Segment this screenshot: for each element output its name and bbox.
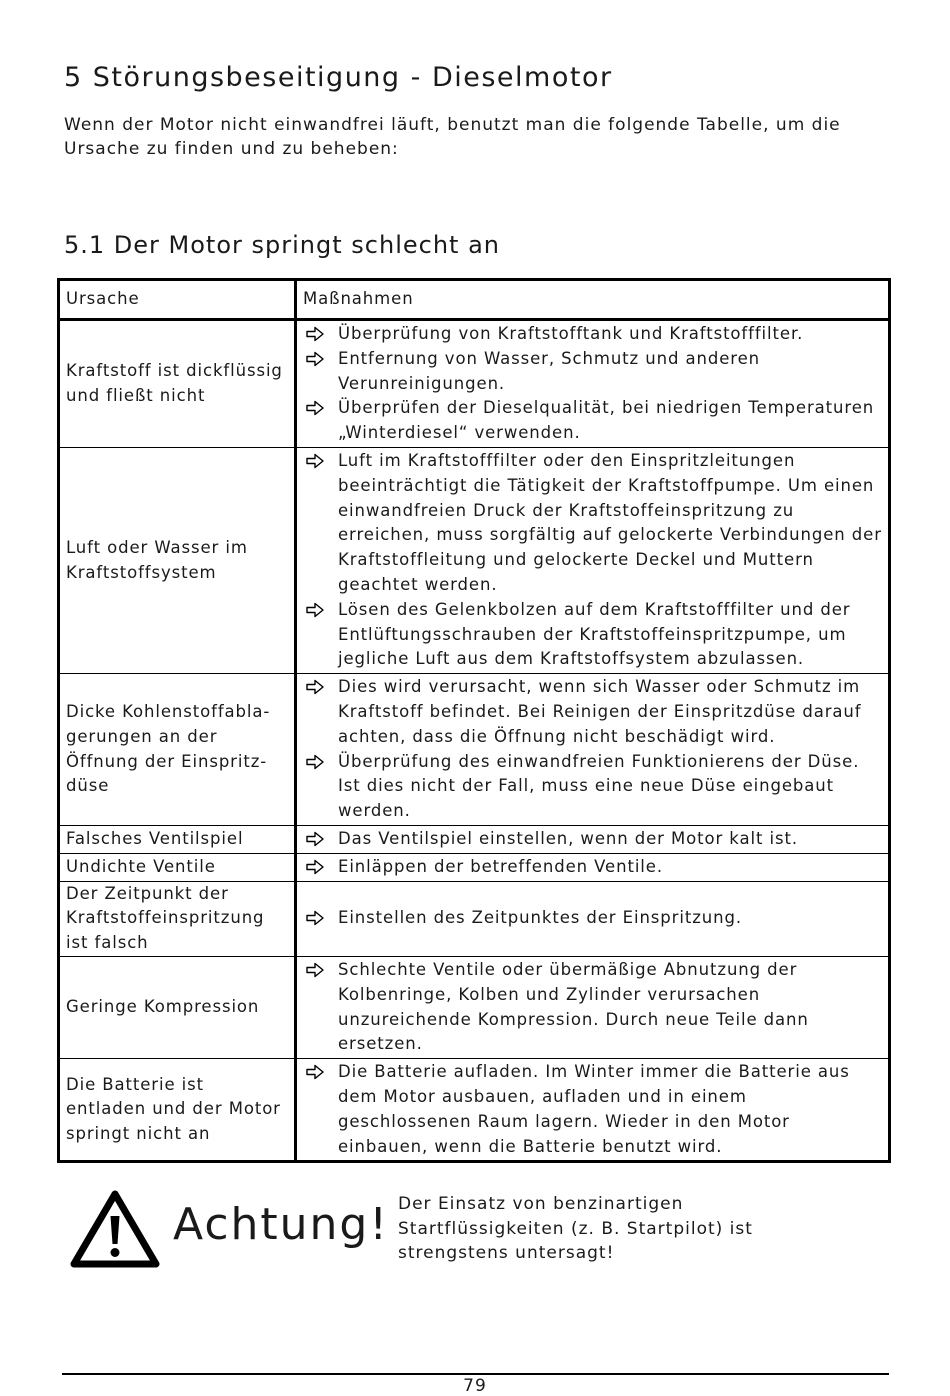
measures-list	[305, 675, 882, 824]
measures-list	[305, 322, 882, 446]
measure-text: Lösen des Gelenkbolzen auf dem Kraftstofffilter und der Entlüftungsschrauben der Kraftstoffeinspritzpumpe, um jegliche Luft aus dem Kraftstoffsystem abzulassen.	[338, 599, 851, 669]
measures-list	[305, 1060, 882, 1159]
intro-text: Wenn der Motor nicht einwandfrei läuft, benutzt man die folgende Tabelle, um die Ursache zu finden und zu beheben:	[64, 115, 841, 159]
page-heading: 5 Störungsbeseitigung - Dieselmotor	[64, 62, 613, 93]
measure-item	[305, 675, 882, 749]
measures-cell	[296, 825, 890, 853]
measures-list	[305, 906, 882, 931]
table-row	[59, 674, 890, 826]
table-body	[59, 320, 890, 1162]
arrow-right-icon	[305, 858, 325, 876]
arrow-right-icon	[305, 601, 325, 619]
measure-item	[305, 906, 882, 931]
table-header-row	[59, 280, 890, 320]
cause-cell: Undichte Ventile	[59, 853, 296, 881]
measures-list	[305, 827, 882, 852]
arrow-right-icon	[305, 909, 325, 927]
measure-text: Die Batterie aufladen. Im Winter immer die Batterie aus dem Motor ausbauen, aufladen und in einem geschlossenen Raum lagern. Wieder in den Motor einbauen, wenn die Batterie benutzt wird.	[338, 1062, 850, 1156]
measure-item	[305, 347, 882, 397]
cause-cell: Die Batterie ist entladen und der Motor springt nicht an	[59, 1059, 296, 1162]
measure-text: Entfernung von Wasser, Schmutz und anderen Verunreinigungen.	[338, 348, 761, 393]
table-row	[59, 320, 890, 448]
measures-cell	[296, 881, 890, 956]
arrow-right-icon	[305, 1063, 325, 1081]
measures-cell	[296, 447, 890, 673]
arrow-right-icon	[305, 830, 325, 848]
measure-text: Das Ventilspiel einstellen, wenn der Motor kalt ist.	[338, 828, 798, 848]
arrow-right-icon	[305, 961, 325, 979]
arrow-right-icon	[305, 325, 325, 343]
measure-text: Überprüfung von Kraftstofftank und Kraftstofffilter.	[338, 324, 804, 343]
measures-list	[305, 855, 882, 880]
measure-item	[305, 827, 882, 852]
measure-text: Einläppen der betreffenden Ventile.	[338, 856, 663, 876]
troubleshooting-table	[57, 278, 891, 1163]
measure-item	[305, 598, 882, 672]
cause-cell: Kraftstoff ist dickflüssig und fließt nicht	[59, 320, 296, 448]
arrow-right-icon	[305, 399, 325, 417]
measures-cell	[296, 320, 890, 448]
measures-list	[305, 958, 882, 1057]
measure-item	[305, 396, 882, 446]
measures-cell	[296, 853, 890, 881]
table-row	[59, 956, 890, 1058]
table-row	[59, 825, 890, 853]
measure-item	[305, 750, 882, 824]
table-row	[59, 1059, 890, 1162]
measures-cell	[296, 1059, 890, 1162]
warning-text: Der Einsatz von benzinartigen Startflüssigkeiten (z. B. Startpilot) ist strengstens untersagt!	[398, 1194, 753, 1263]
arrow-right-icon	[305, 452, 325, 470]
measure-text: Luft im Kraftstofffilter oder den Einspritzleitungen beeinträchtigt die Tätigkeit der Kraftstoffpumpe. Um einen einwandfreien Druck der Kraftstoffeinspritzung zu erreichen, muss sorgfältig auf gelockerte Verbindungen der Kraftstoffleitung und gelockerte Deckel und Muttern geachtet werden.	[338, 450, 882, 594]
header-cause: Ursache	[59, 280, 296, 320]
arrow-right-icon	[305, 350, 325, 368]
cause-cell: Luft oder Wasser im Kraftstoffsystem	[59, 447, 296, 673]
page-number: 79	[463, 1376, 487, 1396]
measure-text: Überprüfen der Dieselqualität, bei niedrigen Temperaturen „Winterdiesel“ verwenden.	[338, 398, 875, 443]
measure-text: Schlechte Ventile oder übermäßige Abnutzung der Kolbenringe, Kolben und Zylinder verursachen unzureichende Kompression. Durch neue Teile dann ersetzen.	[338, 959, 809, 1054]
cause-cell: Dicke Kohlenstoffabla-gerungen an der Öffnung der Einspritz-düse	[59, 674, 296, 826]
table-row	[59, 447, 890, 673]
measure-text: Dies wird verursacht, wenn sich Wasser oder Schmutz im Kraftstoff befindet. Bei Reinigen der Einspritzdüse darauf achten, dass die Öffnung nicht beschädigt wird.	[338, 677, 862, 746]
section-heading: 5.1 Der Motor springt schlecht an	[64, 231, 500, 259]
measure-text: Überprüfung des einwandfreien Funktionierens der Düse. Ist dies nicht der Fall, muss eine neue Düse eingebaut werden.	[338, 751, 860, 821]
warning-label: Achtung!	[173, 1199, 389, 1250]
measure-item	[305, 322, 882, 347]
measure-item	[305, 449, 882, 598]
cause-cell: Geringe Kompression	[59, 956, 296, 1058]
footer-divider	[62, 1373, 889, 1375]
measure-item	[305, 1060, 882, 1159]
measures-cell	[296, 956, 890, 1058]
measure-item	[305, 855, 882, 880]
arrow-right-icon	[305, 678, 325, 696]
table-row	[59, 881, 890, 956]
measures-cell	[296, 674, 890, 826]
measure-item	[305, 958, 882, 1057]
measures-list	[305, 449, 882, 672]
measure-text: Einstellen des Zeitpunktes der Einspritzung.	[338, 908, 743, 928]
cause-cell: Falsches Ventilspiel	[59, 825, 296, 853]
header-measures: Maßnahmen	[296, 280, 890, 320]
arrow-right-icon	[305, 753, 325, 771]
warning-triangle-icon	[70, 1190, 160, 1268]
cause-cell: Der Zeitpunkt der Kraftstoffeinspritzung ist falsch	[59, 881, 296, 956]
table-row	[59, 853, 890, 881]
